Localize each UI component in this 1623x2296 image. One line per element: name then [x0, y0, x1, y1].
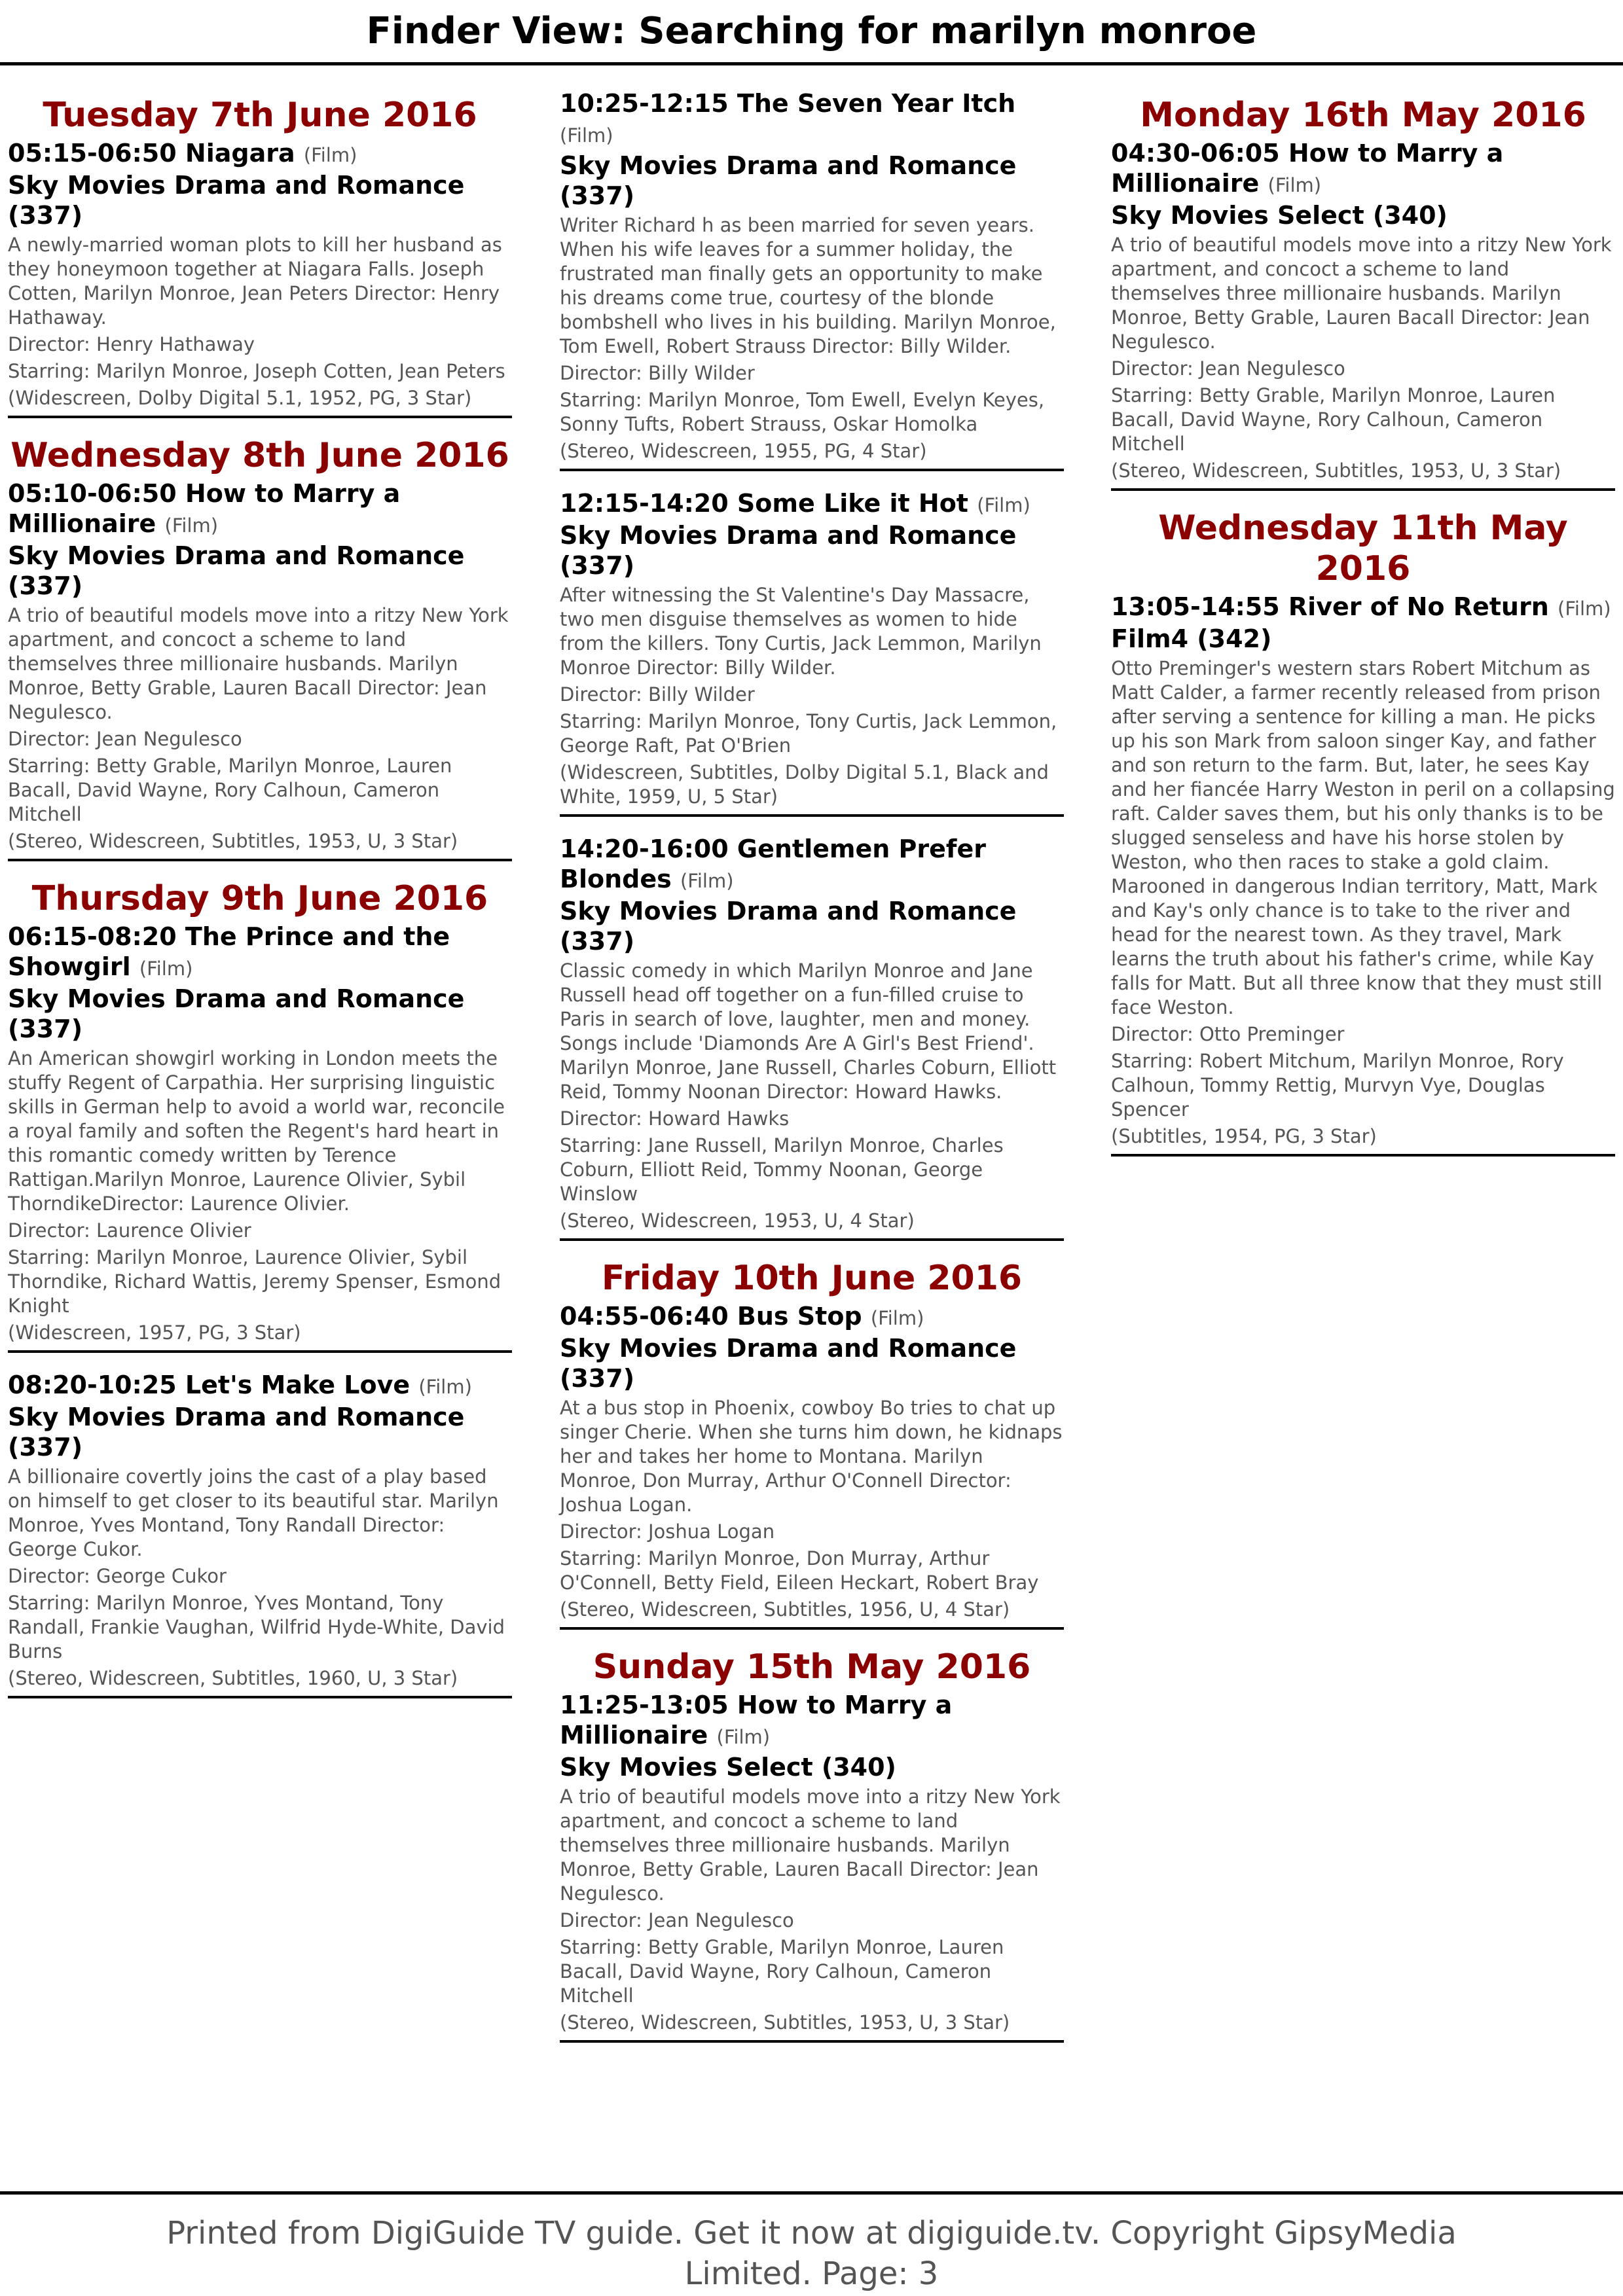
- channel-name: Film4 (342): [1111, 624, 1272, 653]
- channel-name: Sky Movies Drama and Romance (337): [8, 1403, 465, 1462]
- programme-title-line: [560, 1301, 1064, 1333]
- listing-entry: [560, 834, 1064, 1241]
- channel-name: Sky Movies Drama and Romance (337): [8, 984, 465, 1043]
- programme-cast: Starring: Marilyn Monroe, Laurence Olivier, Sybil Thorndike, Richard Wattis, Jeremy Spenser, Esmond Knight: [8, 1246, 507, 1317]
- programme-cast: Starring: Betty Grable, Marilyn Monroe, Lauren Bacall, David Wayne, Rory Calhoun, Cameron Mitchell: [560, 1936, 1010, 2007]
- programme-details: (Stereo, Widescreen, Subtitles, 1953, U, 3 Star): [560, 2011, 1010, 2034]
- day-heading: Sunday 15th May 2016: [593, 1647, 1031, 1687]
- programme-title-line: [560, 88, 1064, 151]
- programme-title: 11:25-13:05 How to Marry a Millionaire: [560, 1691, 953, 1749]
- programme-details: (Stereo, Widescreen, Subtitles, 1953, U, 3 Star): [8, 830, 458, 852]
- programme-title: 05:10-06:50 How to Marry a Millionaire: [8, 479, 401, 538]
- programme-director: Director: George Cukor: [8, 1565, 227, 1587]
- print-footer: Printed from DigiGuide TV guide. Get it now at digiguide.tv. Copyright GipsyMedia Limited. Page: 3: [0, 2191, 1623, 2294]
- programme-details: (Widescreen, Dolby Digital 5.1, 1952, PG, 3 Star): [8, 387, 472, 409]
- programme-director: Director: Billy Wilder: [560, 362, 755, 384]
- programme-director: Director: Joshua Logan: [560, 1520, 775, 1543]
- page-title: Finder View: Searching for marilyn monroe: [0, 0, 1623, 65]
- channel-name: Sky Movies Drama and Romance (337): [560, 1334, 1017, 1393]
- programme-details: (Widescreen, 1957, PG, 3 Star): [8, 1321, 301, 1344]
- programme-director: Director: Billy Wilder: [560, 683, 755, 706]
- programme-description: Writer Richard h as been married for seven years. When his wife leaves for a summer holiday, the frustrated man finally gets an opportunity to make his dreams come true, courtesy of the blonde bombshell who lives in his building. Marilyn Monroe, Tom Ewell, Robert Strauss Director: Billy Wilder.: [560, 214, 1063, 357]
- genre-tag: (Film): [139, 958, 193, 980]
- programme-description: Classic comedy in which Marilyn Monroe and Jane Russell head off together on a fun-filled cruise to Paris in search of love, laughter, men and money. Songs include 'Diamonds Are A Girl's Best Friend'. Marilyn Monroe, Jane Russell, Charles Coburn, Elliott Reid, Tommy Noonan Director: Howard Hawks.: [560, 960, 1063, 1103]
- programme-description: An American showgirl working in London meets the stuffy Regent of Carpathia. Her surprising linguistic skills in German help to avoid a world war, reconcile a royal family and soften the Regent's hard heart in this romantic comedy written by Terence Rattigan.Marilyn Monroe, Laurence Olivier, Sybil ThorndikeDirector: Laurence Olivier.: [8, 1047, 511, 1215]
- listing-entry: [560, 88, 1064, 471]
- programme-title: 08:20-10:25 Let's Make Love: [8, 1371, 410, 1399]
- programme-title: 12:15-14:20 Some Like it Hot: [560, 489, 968, 518]
- listing-column: [8, 88, 515, 1715]
- listing-entry: [8, 922, 512, 1353]
- programme-cast: Starring: Jane Russell, Marilyn Monroe, Charles Coburn, Elliott Reid, Tommy Noonan, George Winslow: [560, 1134, 1010, 1205]
- genre-tag: (Film): [418, 1376, 472, 1398]
- programme-title: 13:05-14:55 River of No Return: [1111, 592, 1549, 621]
- genre-tag: (Film): [164, 514, 219, 537]
- genre-tag: (Film): [977, 494, 1030, 516]
- listing-entry: [8, 1370, 512, 1698]
- genre-tag: (Film): [303, 144, 357, 166]
- programme-title-line: [8, 138, 512, 170]
- channel-name: Sky Movies Select (340): [560, 1753, 896, 1782]
- genre-tag: (Film): [1558, 598, 1611, 620]
- programme-description: A newly-married woman plots to kill her husband as they honeymoon together at Niagara Falls. Joseph Cotten, Marilyn Monroe, Jean Peters Director: Henry Hathaway.: [8, 234, 509, 329]
- listing-entry: [8, 138, 512, 418]
- listing-entry: [1111, 138, 1618, 491]
- listing-entry: [560, 1690, 1067, 2043]
- programme-details: (Widescreen, Subtitles, Dolby Digital 5.1, Black and White, 1959, U, 5 Star): [560, 761, 1055, 808]
- listing-entry: [1111, 592, 1621, 1157]
- listing-column: [1111, 88, 1621, 1174]
- programme-title: 14:20-16:00 Gentlemen Prefer Blondes: [560, 834, 986, 893]
- programme-cast: Starring: Marilyn Monroe, Don Murray, Arthur O'Connell, Betty Field, Eileen Heckart, Robert Bray: [560, 1547, 1039, 1594]
- programme-title-line: [560, 488, 1064, 520]
- programme-details: (Stereo, Widescreen, Subtitles, 1960, U, 3 Star): [8, 1667, 458, 1689]
- programme-title: 06:15-08:20 The Prince and the Showgirl: [8, 922, 450, 981]
- programme-details: (Subtitles, 1954, PG, 3 Star): [1111, 1125, 1377, 1147]
- programme-title-line: [560, 834, 1064, 896]
- day-heading: Wednesday 8th June 2016: [10, 436, 509, 475]
- listing-column: [560, 88, 1068, 2060]
- programme-cast: Starring: Marilyn Monroe, Joseph Cotten, Jean Peters: [8, 360, 505, 382]
- programme-director: Director: Laurence Olivier: [8, 1219, 251, 1242]
- day-heading: Tuesday 7th June 2016: [43, 96, 477, 135]
- programme-title-line: [8, 922, 512, 984]
- genre-tag: (Film): [680, 870, 734, 892]
- listing-entry: [560, 1301, 1068, 1630]
- programme-cast: Starring: Marilyn Monroe, Tom Ewell, Evelyn Keyes, Sonny Tufts, Robert Strauss, Oskar Homolka: [560, 389, 1051, 435]
- programme-title-line: [8, 478, 512, 541]
- programme-details: (Stereo, Widescreen, 1955, PG, 4 Star): [560, 440, 927, 462]
- listing-entry: [8, 478, 515, 861]
- programme-title-line: [8, 1370, 512, 1402]
- programme-director: Director: Otto Preminger: [1111, 1023, 1345, 1045]
- programme-director: Director: Henry Hathaway: [8, 333, 255, 355]
- programme-cast: Starring: Marilyn Monroe, Tony Curtis, Jack Lemmon, George Raft, Pat O'Brien: [560, 710, 1063, 757]
- programme-title: 04:55-06:40 Bus Stop: [560, 1302, 862, 1331]
- programme-details: (Stereo, Widescreen, Subtitles, 1956, U, 4 Star): [560, 1598, 1010, 1621]
- programme-director: Director: Jean Negulesco: [1111, 357, 1345, 380]
- programme-description: A trio of beautiful models move into a ritzy New York apartment, and concoct a scheme to land themselves three millionaire husbands. Marilyn Monroe, Betty Grable, Lauren Bacall Director: Jean Negulesco.: [8, 604, 515, 723]
- genre-tag: (Film): [716, 1726, 771, 1748]
- programme-title-line: [1111, 592, 1615, 624]
- programme-title-line: [1111, 138, 1615, 200]
- programme-title: 04:30-06:05 How to Marry a Millionaire: [1111, 139, 1504, 198]
- channel-name: Sky Movies Drama and Romance (337): [8, 171, 465, 230]
- programme-cast: Starring: Marilyn Monroe, Yves Montand, Tony Randall, Frankie Vaughan, Wilfrid Hyde-White, David Burns: [8, 1592, 511, 1662]
- programme-director: Director: Jean Negulesco: [560, 1909, 794, 1931]
- channel-name: Sky Movies Drama and Romance (337): [560, 897, 1017, 956]
- programme-title: 05:15-06:50 Niagara: [8, 139, 295, 168]
- programme-title: 10:25-12:15 The Seven Year Itch: [560, 89, 1016, 118]
- listing-entry: [560, 488, 1064, 817]
- programme-director: Director: Jean Negulesco: [8, 728, 242, 750]
- day-heading: Friday 10th June 2016: [601, 1259, 1023, 1298]
- programme-description: After witnessing the St Valentine's Day Massacre, two men disguise themselves as women to hide from the killers. Tony Curtis, Jack Lemmon, Marilyn Monroe Director: Billy Wilder.: [560, 584, 1048, 679]
- programme-details: (Stereo, Widescreen, Subtitles, 1953, U, 3 Star): [1111, 459, 1561, 482]
- programme-description: A trio of beautiful models move into a ritzy New York apartment, and concoct a scheme to land themselves three millionaire husbands. Marilyn Monroe, Betty Grable, Lauren Bacall Director: Jean Negulesco.: [1111, 234, 1618, 353]
- programme-title-line: [560, 1690, 1064, 1752]
- programme-cast: Starring: Betty Grable, Marilyn Monroe, Lauren Bacall, David Wayne, Rory Calhoun, Cameron Mitchell: [8, 755, 458, 825]
- day-heading: Wednesday 11th May 2016: [1158, 509, 1568, 588]
- genre-tag: (Film): [560, 124, 613, 147]
- channel-name: Sky Movies Select (340): [1111, 201, 1448, 230]
- day-heading: Monday 16th May 2016: [1140, 96, 1586, 135]
- programme-description: A billionaire covertly joins the cast of a play based on himself to get closer to its beautiful star. Marilyn Monroe, Yves Montand, Tony Randall Director: George Cukor.: [8, 1465, 505, 1560]
- programme-cast: Starring: Robert Mitchum, Marilyn Monroe, Rory Calhoun, Tommy Rettig, Murvyn Vye, Douglas Spencer: [1111, 1050, 1570, 1121]
- programme-description: At a bus stop in Phoenix, cowboy Bo tries to chat up singer Cherie. When she turns him down, he kidnaps her and takes her home to Montana. Marilyn Monroe, Don Murray, Arthur O'Connell Director: Joshua Logan.: [560, 1397, 1068, 1516]
- genre-tag: (Film): [870, 1307, 924, 1329]
- channel-name: Sky Movies Drama and Romance (337): [560, 521, 1017, 580]
- genre-tag: (Film): [1267, 174, 1322, 196]
- programme-description: Otto Preminger's western stars Robert Mitchum as Matt Calder, a farmer recently released from prison after serving a sentence for killing a man. He picks up his son Mark from saloon singer Kay, and father and son return to the farm. But, later, he sees Kay and her fiancée Harry Weston in peril on a collapsing raft. Calder saves them, but his only thanks is to be slugged senseless and have his horse stolen by Weston, who then races to stake a gold claim. Marooned in dangerous Indian territory, Matt, Mark and Kay's only chance is to take to the river and head for the nearest town. As they travel, Mark learns the truth about his father's crime, while Kay falls for Matt. But all three know that they must still face Weston.: [1111, 657, 1621, 1018]
- programme-cast: Starring: Betty Grable, Marilyn Monroe, Lauren Bacall, David Wayne, Rory Calhoun, Cameron Mitchell: [1111, 384, 1561, 455]
- programme-director: Director: Howard Hawks: [560, 1107, 790, 1130]
- programme-details: (Stereo, Widescreen, 1953, U, 4 Star): [560, 1210, 915, 1232]
- programme-description: A trio of beautiful models move into a ritzy New York apartment, and concoct a scheme to land themselves three millionaire husbands. Marilyn Monroe, Betty Grable, Lauren Bacall Director: Jean Negulesco.: [560, 1785, 1067, 1905]
- day-heading: Thursday 9th June 2016: [31, 879, 488, 918]
- channel-name: Sky Movies Drama and Romance (337): [8, 541, 465, 600]
- channel-name: Sky Movies Drama and Romance (337): [560, 151, 1017, 210]
